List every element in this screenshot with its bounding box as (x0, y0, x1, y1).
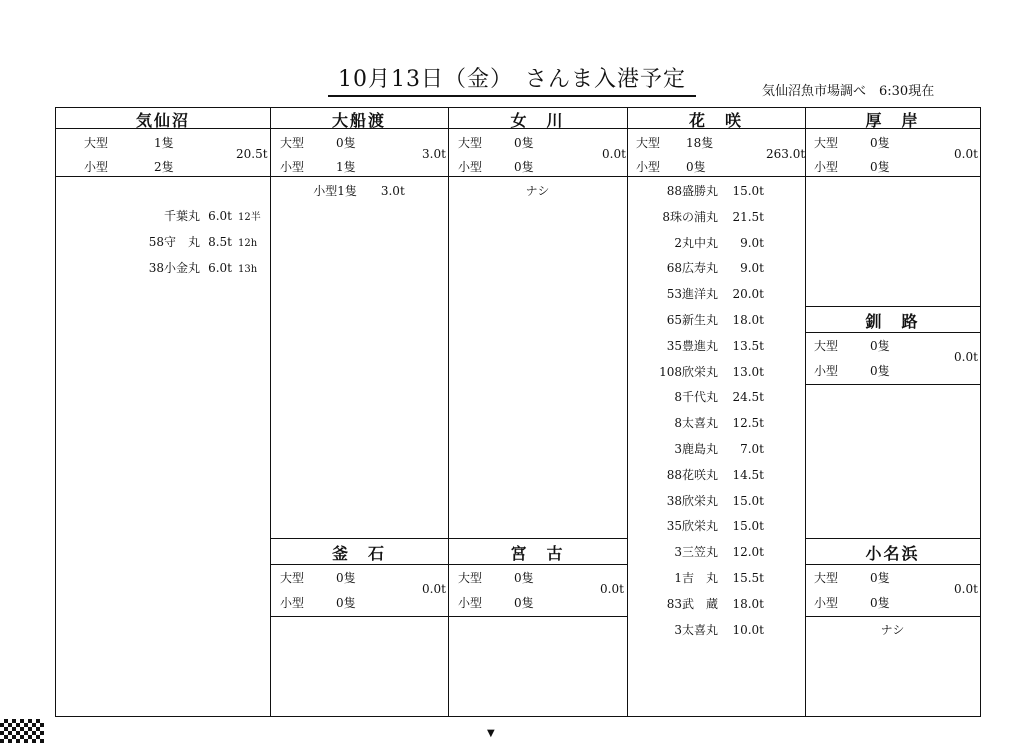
hanasaki-ship-row (630, 208, 764, 225)
kamaishi-large-row: 大型 0隻 (280, 571, 356, 585)
kesennuma-large-row: 大型 1隻 (84, 136, 174, 150)
ship-name: 88盛勝丸 (666, 184, 718, 198)
hanasaki-ship-row (630, 259, 764, 276)
ofunato-total: 3.0t (422, 147, 446, 161)
ship-tonnage: 7.0t (740, 442, 764, 456)
hanasaki-ship-row (630, 388, 764, 405)
kesennuma-ship-row: 千葉丸 6.0t 12半 (163, 209, 261, 223)
ship-tonnage: 13.5t (732, 338, 764, 353)
onagawa-small-row: 小型 0隻 (458, 160, 534, 174)
ship-name: 53進洋丸 (666, 287, 718, 302)
ship-name: 3三笠丸 (674, 545, 718, 560)
ship-tonnage: 24.5t (732, 390, 764, 405)
port-akkeshi-header: 厚 岸 (865, 111, 920, 130)
hanasaki-ship-row (630, 466, 764, 483)
ship-tonnage: 9.0t (740, 235, 764, 250)
ship-name: 8珠の浦丸 (662, 209, 718, 224)
hanasaki-ship-row (630, 543, 764, 560)
kushiro-total: 0.0t (954, 350, 978, 364)
ship-name: 1吉 丸 (674, 571, 718, 585)
hanasaki-ship-row (630, 234, 764, 251)
akkeshi-small-row: 小型 0隻 (814, 160, 890, 174)
hanasaki-ship-row (630, 414, 764, 431)
ship-name: 88花咲丸 (666, 467, 718, 482)
kamaishi-total: 0.0t (422, 582, 446, 596)
hanasaki-total: 263.0t (766, 147, 806, 161)
ship-tonnage: 15.0t (732, 493, 764, 508)
port-konahama-header: 小名浜 (865, 544, 920, 563)
ship-name: 2丸中丸 (674, 235, 718, 250)
hanasaki-small-row: 小型 0隻 (636, 160, 706, 174)
hanasaki-ship-row (630, 517, 764, 534)
ship-name: 65新生丸 (666, 313, 718, 327)
akkeshi-large-row: 大型 0隻 (814, 136, 890, 150)
konahama-small-row: 小型 0隻 (814, 596, 890, 610)
onagawa-large-row: 大型 0隻 (458, 136, 534, 150)
ship-name: 38欣栄丸 (666, 493, 718, 508)
down-arrow-icon: ▼ (487, 728, 495, 739)
hanasaki-ship-row (630, 595, 764, 612)
hanasaki-ship-row (630, 285, 764, 302)
konahama-large-row: 大型 0隻 (814, 571, 890, 585)
hanasaki-ship-row (630, 440, 764, 457)
kamaishi-small-row: 小型 0隻 (280, 596, 356, 610)
ship-tonnage: 9.0t (740, 261, 764, 276)
ship-tonnage: 14.5t (732, 467, 764, 482)
konahama-note: ナシ (880, 623, 905, 637)
ship-tonnage: 15.0t (732, 519, 764, 534)
ship-name: 68広寿丸 (666, 261, 718, 276)
konahama-total: 0.0t (954, 582, 978, 596)
source-note: 気仙沼魚市場調べ 6:30現在 (762, 84, 935, 99)
ofunato-small-row: 小型 1隻 (280, 160, 356, 174)
hanasaki-ship-row (630, 621, 764, 638)
port-onagawa-header: 女 川 (510, 111, 565, 130)
hanasaki-large-row: 大型 18隻 (636, 136, 714, 150)
kesennuma-ship-row: 58守 丸 8.5t 12h (148, 235, 258, 249)
miyako-total: 0.0t (600, 582, 624, 596)
ship-name: 8太喜丸 (674, 416, 718, 431)
port-hanasaki-header: 花 咲 (688, 111, 743, 130)
ship-name: 35欣栄丸 (666, 519, 718, 534)
ship-tonnage: 18.0t (732, 596, 764, 611)
miyako-large-row: 大型 0隻 (458, 571, 534, 585)
ship-name: 108欣栄丸 (659, 364, 718, 379)
ship-name: 83武 蔵 (666, 596, 718, 611)
kesennuma-small-row: 小型 2隻 (84, 160, 174, 174)
ship-name: 3太喜丸 (674, 622, 718, 637)
ship-tonnage: 12.0t (732, 545, 764, 560)
port-kamaishi-header: 釜 石 (331, 544, 386, 563)
ofunato-note: 小型1隻 3.0t (313, 184, 405, 198)
ship-tonnage: 20.0t (732, 287, 764, 302)
kushiro-large-row: 大型 0隻 (814, 339, 890, 353)
hanasaki-ship-row (630, 337, 764, 354)
port-miyako-header: 宮 古 (510, 544, 565, 563)
miyako-small-row: 小型 0隻 (458, 596, 534, 610)
kushiro-small-row: 小型 0隻 (814, 364, 890, 378)
port-kushiro-header: 釧 路 (865, 312, 920, 331)
ofunato-large-row: 大型 0隻 (280, 136, 356, 150)
ship-tonnage: 12.5t (732, 416, 764, 431)
port-kesennuma-header: 気仙沼 (135, 111, 190, 130)
ship-name: 8千代丸 (674, 390, 718, 405)
hanasaki-ship-row (630, 492, 764, 509)
ship-tonnage: 15.0t (732, 184, 764, 198)
port-ofunato-header: 大船渡 (331, 111, 386, 130)
ship-name: 35豊進丸 (666, 338, 718, 353)
hanasaki-ship-row (630, 363, 764, 380)
kesennuma-total: 20.5t (236, 147, 268, 161)
ship-tonnage: 13.0t (732, 364, 764, 379)
ship-name: 3鹿島丸 (674, 442, 718, 456)
hanasaki-ship-row (630, 311, 764, 328)
akkeshi-total: 0.0t (954, 147, 978, 161)
kesennuma-ship-row: 38小金丸 6.0t 13h (148, 261, 258, 275)
hanasaki-ship-row (630, 569, 764, 586)
page-title: 10月13日（金） さんま入港予定 (0, 62, 1024, 97)
ship-tonnage: 18.0t (732, 313, 764, 327)
ship-tonnage: 15.5t (732, 571, 764, 585)
onagawa-total: 0.0t (602, 147, 626, 161)
ship-tonnage: 21.5t (732, 209, 764, 224)
onagawa-note: ナシ (525, 184, 550, 198)
ship-tonnage: 10.0t (732, 622, 764, 637)
hanasaki-ship-row (630, 182, 764, 199)
scan-checker-mark (0, 719, 44, 743)
